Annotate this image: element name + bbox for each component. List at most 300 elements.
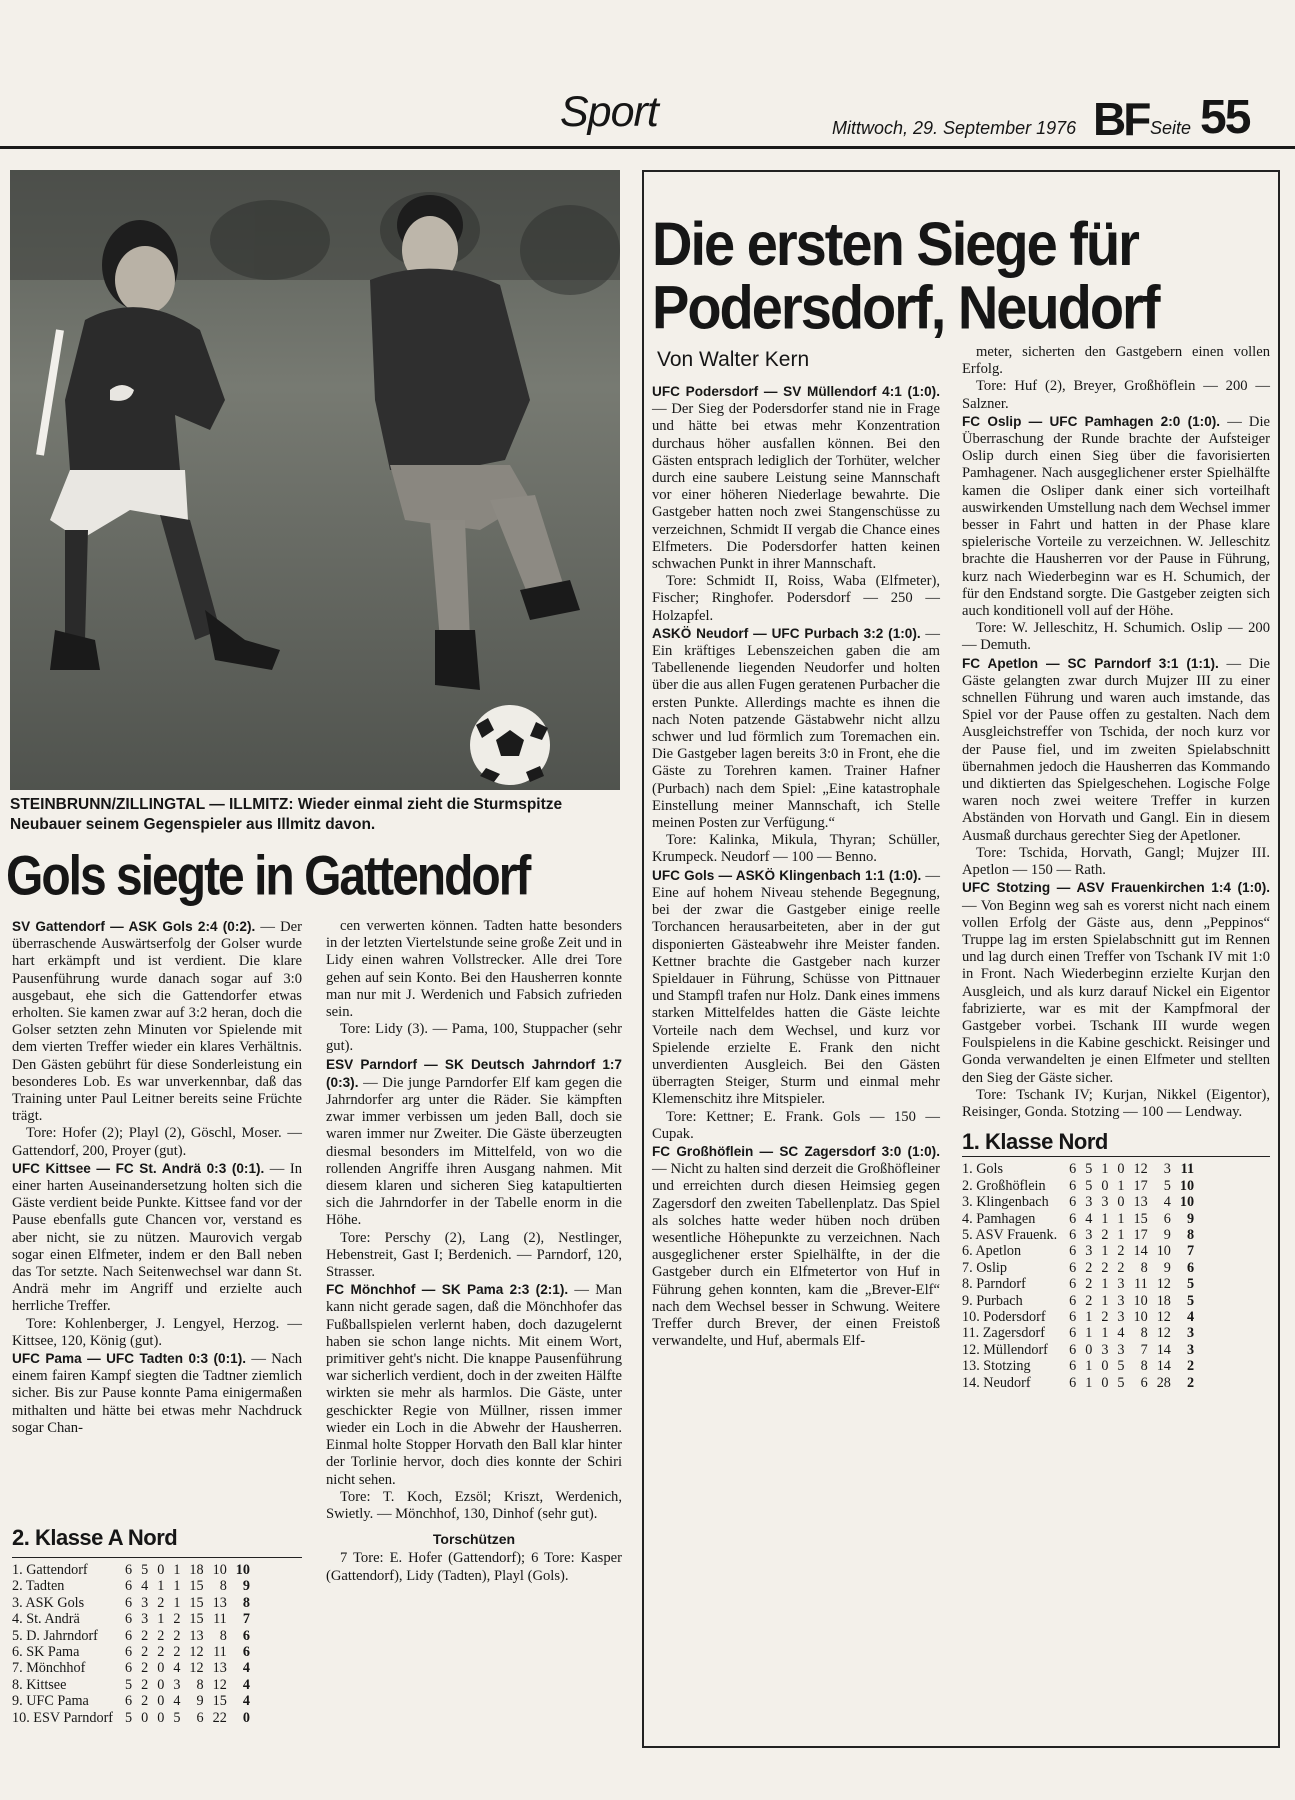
stat-value: 6: [242, 1627, 250, 1644]
paragraph-text: — Nach einem fairen Kampf siegten die Tadtner ziemlich sicher. Bis zur Pause konnte Pama einigermaßen mithalten und hätte bei etwas mehr Nachdruck sogar Chan-: [12, 1351, 303, 1436]
stat-value: 1: [1101, 1210, 1109, 1227]
stat-value: 0: [157, 1693, 165, 1710]
scorers-text: 7 Tore: E. Hofer (Gattendorf); 6 Tore: Kasper (Gattendorf), Lidy (Tadten), Playl (Gols).: [326, 1550, 622, 1584]
paragraph-text: Tore: Perschy (2), Lang (2), Nestlinger, Hebenstreit, Gast I; Berdenich. — Parndorf, 120, Strasser.: [326, 1229, 622, 1281]
stat-value: 1: [1085, 1309, 1093, 1325]
paragraph-text: — Die Gäste gelangten zwar durch Mujzer III zu einer schnellen Führung und waren auch imstande, das Spiel vor der Pause offen zu gestalten. Nach dem Ausgleichstreffer von Tschida, der noch kurz vor der Pause fiel, und im zweiten Spielabschnitt übernahmen jedoch die Hausherren das Kommando und diktierten das Spielgeschehen. Logische Folge waren noch zwei weitere Treffer in kurzen Abständen von Horvath und Gangl. Ein in diesem Ausmaß durchaus gerechter Sieg der Apetloner.: [962, 655, 1270, 844]
paragraph-text: Tore: Schmidt II, Roiss, Waba (Elfmeter), Fischer; Ringhofer. Podersdorf — 250 — Holzapfel.: [652, 573, 940, 624]
table-row: [12, 1710, 250, 1726]
page-header: [0, 0, 1295, 150]
stat-value: 1: [157, 1578, 165, 1595]
paragraph-text: Tore: W. Jelleschitz, H. Schumich. Oslip — 200 — Demuth.: [962, 620, 1270, 654]
stat-value: 4: [242, 1660, 250, 1677]
match-result: FC Mönchhof — SK Pama 2:3 (2:1).: [326, 1282, 569, 1298]
article-paragraph: [962, 344, 1270, 378]
scorers-title: Torschützen: [432, 1531, 516, 1548]
stat-value: 18: [1156, 1292, 1171, 1309]
stat-value: 2: [1186, 1374, 1195, 1391]
stat-value: 13: [189, 1627, 204, 1644]
stat-value: 0: [1117, 1161, 1125, 1178]
stat-value: 6: [1069, 1325, 1077, 1342]
stat-value: 2: [141, 1644, 149, 1661]
table-b: [962, 1161, 1194, 1391]
stat-value: 4: [242, 1676, 250, 1693]
article-paragraph: [652, 1109, 940, 1143]
stat-value: 15: [1133, 1210, 1148, 1227]
stat-value: 6: [125, 1644, 133, 1661]
match-result: UFC Gols — ASKÖ Klingenbach 1:1 (1:0).: [652, 867, 922, 883]
table-b-title: 1. Klasse Nord: [962, 1129, 1108, 1155]
stat-value: 0: [1085, 1341, 1093, 1358]
stat-value: 1: [1085, 1358, 1093, 1375]
stat-value: 1: [1101, 1243, 1109, 1260]
team-name: 8. Parndorf: [962, 1276, 1026, 1293]
left-column-2-text: [326, 918, 622, 1523]
stat-value: 5: [125, 1676, 133, 1693]
stat-value: 2: [157, 1594, 165, 1611]
table-row: [962, 1375, 1194, 1391]
stat-value: 6: [125, 1578, 133, 1595]
article-paragraph: [652, 1143, 940, 1350]
article-paragraph: [12, 1316, 302, 1350]
stat-value: 0: [157, 1562, 165, 1578]
stat-value: 12: [1156, 1276, 1171, 1293]
stat-value: 11: [213, 1644, 227, 1661]
stat-value: 2: [173, 1627, 181, 1644]
team-name: 1. Gattendorf: [12, 1562, 88, 1578]
stat-value: 13: [1133, 1194, 1148, 1211]
stat-value: 5: [1163, 1177, 1171, 1194]
paragraph-text: Tore: T. Koch, Ezsöl; Kriszt, Werdenich, Swietly. — Mönchhof, 130, Dinhof (sehr gut).: [326, 1488, 622, 1522]
match-result: UFC Stotzing — ASV Frauenkirchen 1:4 (1:0).: [962, 880, 1270, 896]
stat-value: 6: [196, 1709, 204, 1726]
stat-value: 2: [157, 1644, 165, 1661]
stat-value: 0: [157, 1709, 165, 1726]
newspaper-logo: BF: [1093, 93, 1149, 145]
stat-value: 5: [1085, 1177, 1093, 1194]
stat-value: 10: [1179, 1177, 1195, 1194]
standings-table-a: [12, 1525, 302, 1726]
stat-value: 12: [189, 1660, 204, 1677]
stat-value: 13: [212, 1660, 227, 1677]
team-name: 4. St. Andrä: [12, 1611, 80, 1628]
table-a-title: 2. Klasse A Nord: [12, 1525, 178, 1550]
stat-value: 8: [1140, 1325, 1148, 1342]
stat-value: 17: [1133, 1177, 1148, 1194]
left-article-column-1: [12, 918, 302, 1437]
match-result: FC Oslip — UFC Pamhagen 2:0 (1:0).: [962, 413, 1221, 429]
stat-value: 1: [173, 1594, 181, 1611]
stat-value: 9: [1163, 1259, 1171, 1276]
stat-value: 1: [1085, 1374, 1093, 1391]
stat-value: 2: [141, 1676, 149, 1693]
stat-value: 5: [1117, 1374, 1125, 1391]
match-result: ASKÖ Neudorf — UFC Purbach 3:2 (1:0).: [652, 625, 921, 641]
paragraph-text: — Die Überraschung der Runde brachte der Aufsteiger Oslip durch einen Sieg über die favorisierten Pamhagener. Nach ausgeglichener erster Spielhälfte kamen die Osliper dank einer sich vorteilhaft auswirkenden Umstellung nach dem Wechsel immer besser in Fahrt und hatten in der Phase klare spielerische Vorteile zu verzeichnen. W. Jelleschitz brachte die Hausherren vor der Pause in Führung, kurz nach Wiederbeginn war es H. Schumich, der für den Endstand sorgte. Die Gastgeber zeigten sich auch konditionell voll auf der Höhe.: [962, 413, 1270, 620]
paragraph-text: meter, sicherten den Gastgebern einen vollen Erfolg.: [962, 344, 1270, 378]
paragraph-text: — Eine auf hohem Niveau stehende Begegnung, bei der zwar die Gastgeber einige reelle Torchancen herausarbeiteten, aber in der gut disponierten Gästeabwehr ihre Meister fanden. Kettner brachte die Gastgeber nach kurzer Spieldauer in Führung, Schüsse von Pittnauer und Stampfl trafen nur Holz. Dank eines immens starken Mittelfeldes hatten die Gäste leichte Vorteile nach dem Wechsel, und kurz vor Spielende erzielte E. Frank den nicht unverdienten Ausgleich. Bei den Gästen überragten Steiger, Sturm und einmal mehr Klemenschitz ihre Mitspieler.: [652, 867, 940, 1108]
table-row: [12, 1611, 250, 1627]
match-result: UFC Pama — UFC Tadten 0:3 (0:1).: [12, 1351, 247, 1367]
stat-value: 1: [1117, 1177, 1125, 1194]
table-row: [12, 1677, 250, 1693]
stat-value: 2: [1101, 1309, 1109, 1325]
stat-value: 6: [1069, 1374, 1077, 1391]
stat-value: 15: [189, 1594, 204, 1611]
paragraph-text: — Man kann nicht gerade sagen, daß die Mönchhofer das Fußballspielen verlernt haben, doch dazugelernt haben sie schon lange nichts. Mit einem Wort, primitiver geht's nicht. Die knappe Pausenführung war sicherlich verdient, doch in der zweiten Hälfte wirkten sie mehr als harmlos. Die Gäste, unter geschickter Regie von Müllner, rissen immer wieder ein Loch in die Abwehr der Hausherren. Einmal holte Stopper Horvath den Ball klar hinter der Torlinie hervor, doch dies konnte der Schiri nicht sehen.: [326, 1282, 622, 1488]
stat-value: 3: [173, 1676, 181, 1693]
stat-value: 1: [1101, 1276, 1109, 1293]
match-result: UFC Podersdorf — SV Müllendorf 4:1 (1:0).: [652, 384, 940, 399]
football: [470, 705, 550, 785]
stat-value: 9: [196, 1693, 204, 1710]
table-row: [962, 1161, 1194, 1177]
stat-value: 5: [1186, 1292, 1195, 1309]
stat-value: 4: [141, 1578, 149, 1595]
stat-value: 6: [1163, 1210, 1171, 1227]
right-headline: [652, 208, 1272, 342]
stat-value: 4: [1117, 1325, 1125, 1342]
article-paragraph: [652, 383, 940, 573]
stat-value: 10: [212, 1562, 227, 1578]
team-name: 8. Kittsee: [12, 1676, 67, 1693]
stat-value: 7: [1186, 1243, 1195, 1260]
table-row: [962, 1342, 1194, 1358]
table-row: [12, 1660, 250, 1676]
paragraph-text: Tore: Kohlenberger, J. Lengyel, Herzog. — Kittsee, 120, König (gut).: [12, 1315, 302, 1349]
stat-value: 10: [1156, 1243, 1171, 1260]
table-row: [12, 1693, 250, 1709]
paragraph-text: Tore: Lidy (3). — Pama, 100, Stuppacher (sehr gut).: [326, 1021, 622, 1055]
stat-value: 6: [125, 1611, 133, 1628]
table-row: [962, 1260, 1194, 1276]
stat-value: 11: [1134, 1276, 1148, 1293]
stat-value: 2: [1101, 1226, 1109, 1243]
paragraph-text: — Der überraschende Auswärtserfolg der Golser wurde hart erkämpft und ist verdient. Die klare Pausenführung wurde danach sogar auf 3:0 ausgebaut, ehe sich die Gattendorfer etwas erholten. Sie kamen zwar auf 3:2 heran, doch die Golser setzten zehn Minuten vor Spielende mit dem vierten Treffer wieder ein klares Verhältnis. Den Gästen gebührt für diese Sonderleistung ein besonderes Lob. Es war unverkennbar, daß das Training unter Paul Leitner bereits seine Früchte trägt.: [12, 919, 302, 1125]
article-paragraph: [326, 1021, 622, 1055]
table-row: [12, 1562, 250, 1578]
stat-value: 6: [1069, 1341, 1077, 1358]
stat-value: 6: [125, 1627, 133, 1644]
stat-value: 4: [1163, 1194, 1171, 1211]
right-headline-line-2: Podersdorf, Neudorf: [652, 272, 1159, 342]
paragraph-text: Tore: Kettner; E. Frank. Gols — 150 — Cupak.: [652, 1108, 940, 1142]
right-column-2-text: [962, 344, 1270, 1121]
table-row: [12, 1644, 250, 1660]
team-name: 4. Pamhagen: [962, 1210, 1036, 1227]
stat-value: 7: [242, 1611, 250, 1628]
article-paragraph: [12, 1125, 302, 1159]
article-paragraph: [962, 655, 1270, 845]
stat-value: 2: [1101, 1259, 1109, 1276]
stat-value: 7: [1140, 1341, 1148, 1358]
table-row: [962, 1276, 1194, 1292]
stat-value: 3: [1186, 1341, 1195, 1358]
stat-value: 10: [235, 1562, 250, 1578]
stat-value: 1: [1101, 1325, 1109, 1342]
stat-value: 3: [1117, 1292, 1125, 1309]
stat-value: 10: [1179, 1194, 1195, 1211]
team-name: 1. Gols: [962, 1161, 1003, 1178]
stat-value: 14: [1156, 1341, 1171, 1358]
stat-value: 2: [173, 1644, 181, 1661]
table-row: [962, 1309, 1194, 1325]
stat-value: 2: [1186, 1358, 1195, 1375]
stat-value: 5: [141, 1562, 149, 1578]
article-paragraph: [652, 832, 940, 866]
paragraph-text: Tore: Kalinka, Mikula, Thyran; Schüller, Krumpeck. Neudorf — 100 — Benno.: [652, 832, 940, 866]
team-name: 9. Purbach: [962, 1292, 1023, 1309]
team-name: 2. Großhöflein: [962, 1177, 1046, 1194]
paragraph-text: Tore: Huf (2), Breyer, Großhöflein — 200 — Salzner.: [962, 378, 1270, 412]
stat-value: 2: [173, 1611, 181, 1628]
table-row: [12, 1578, 250, 1594]
table-row: [962, 1178, 1194, 1194]
right-article-column-1: [652, 383, 940, 1350]
stat-value: 3: [1117, 1309, 1125, 1325]
stat-value: 1: [173, 1562, 181, 1578]
stat-value: 8: [1140, 1259, 1148, 1276]
match-result: UFC Kittsee — FC St. Andrä 0:3 (0:1).: [12, 1160, 265, 1176]
stat-value: 0: [157, 1660, 165, 1677]
stat-value: 6: [125, 1594, 133, 1611]
stat-value: 2: [141, 1693, 149, 1710]
stat-value: 15: [212, 1693, 227, 1710]
article-paragraph: [326, 1056, 622, 1230]
article-paragraph: [652, 573, 940, 625]
stat-value: 3: [1117, 1276, 1125, 1293]
team-name: 2. Tadten: [12, 1578, 65, 1595]
team-name: 7. Oslip: [962, 1259, 1007, 1276]
stat-value: 5: [125, 1709, 133, 1726]
stat-value: 22: [212, 1709, 227, 1726]
stat-value: 8: [219, 1578, 227, 1595]
stat-value: 4: [1186, 1309, 1195, 1325]
team-name: 3. Klingenbach: [962, 1194, 1049, 1211]
stat-value: 10: [1133, 1292, 1148, 1309]
article-paragraph: [962, 879, 1270, 1086]
team-name: 9. UFC Pama: [12, 1693, 89, 1710]
stat-value: 17: [1133, 1226, 1148, 1243]
article-paragraph: [326, 1230, 622, 1282]
table-row: [962, 1293, 1194, 1309]
section-title: Sport: [560, 88, 658, 136]
paragraph-text: — Von Beginn weg sah es vorerst nicht nach einem vollen Erfolg der Gäste aus, denn „Peppinos“ Truppe lag im ersten Spielabschnitt gut im Rennen und lag durch einen Treffer von Tschank IV mit 1:0 in Front. Nach Wiederbeginn erzielte Kurjan den Ausgleich, und als kurz darauf Nickel ein Eigentor fabrizierte, war es mit der Kampfmoral der Gastgeber vorbei. Tschank III wurde wegen Foulspielens in die Kabine geschickt. Reisinger und Gonda verwandelten je einen Elfmeter und stellten den Sieg der Gäste sicher.: [962, 897, 1270, 1086]
table-row: [12, 1595, 250, 1611]
stat-value: 0: [1101, 1358, 1109, 1375]
stat-value: 1: [1101, 1292, 1109, 1309]
article-paragraph: [12, 1160, 302, 1316]
stat-value: 9: [1186, 1210, 1195, 1227]
stat-value: 11: [213, 1611, 227, 1628]
team-name: 3. ASK Gols: [12, 1594, 85, 1611]
stat-value: 8: [196, 1676, 204, 1693]
stat-value: 6: [1069, 1309, 1077, 1325]
paragraph-text: Tore: Hofer (2); Playl (2), Göschl, Moser. — Gattendorf, 200, Proyer (gut).: [12, 1125, 302, 1159]
stat-value: 8: [1140, 1358, 1148, 1375]
table-a-rule: [12, 1557, 302, 1558]
team-name: 6. Apetlon: [962, 1243, 1022, 1260]
stat-value: 2: [1085, 1276, 1093, 1293]
issue-date: Mittwoch, 29. September 1976: [832, 118, 1077, 138]
stat-value: 12: [1156, 1325, 1171, 1342]
stat-value: 8: [242, 1594, 250, 1611]
table-row: [962, 1358, 1194, 1374]
stat-value: 6: [1140, 1374, 1148, 1391]
page-label: Seite: [1150, 118, 1192, 138]
byline: Von Walter Kern: [657, 348, 810, 371]
article-paragraph: [962, 378, 1270, 412]
stat-value: 0: [1117, 1194, 1125, 1211]
stat-value: 5: [1117, 1358, 1125, 1375]
stat-value: 6: [1186, 1259, 1195, 1276]
left-headline: Gols siegte in Gattendorf: [6, 846, 530, 908]
article-paragraph: [12, 918, 302, 1125]
stat-value: 3: [1101, 1341, 1109, 1358]
stat-value: 11: [1180, 1161, 1195, 1178]
team-name: 5. ASV Frauenk.: [962, 1226, 1058, 1243]
stat-value: 14: [1156, 1358, 1171, 1375]
table-b-rule: [962, 1156, 1270, 1157]
table-row: [962, 1243, 1194, 1259]
stat-value: 6: [125, 1660, 133, 1677]
stat-value: 2: [141, 1627, 149, 1644]
stat-value: 2: [1085, 1259, 1093, 1276]
match-result: FC Großhöflein — SC Zagersdorf 3:0 (1:0).: [652, 1143, 940, 1159]
article-paragraph: [962, 1087, 1270, 1121]
team-name: 7. Mönchhof: [12, 1660, 86, 1677]
stat-value: 1: [157, 1611, 165, 1628]
stat-value: 2: [1085, 1292, 1093, 1309]
stat-value: 15: [189, 1611, 204, 1628]
stat-value: 3: [1085, 1194, 1093, 1211]
paragraph-text: — Ein kräftiges Lebenszeichen gaben die am Tabellenende liegenden Neudorfer und holten über die aus allen Fugen geratenen Purbacher die ersten Punkte. Allerdings machte es ihnen die nach Noten patzende Gästabwehr nicht allzu schwer und lud förmlich zum Toremachen ein. Die Gastgeber lagen bereits 3:0 in Front, ehe die Gäste zu Torehren kamen. Trainer Hafner (Purbach) nach dem Spiel: „Eine katastrophale Einstellung meiner Mannschaft, ich Stelle meinen Posten zur Verfügung.“: [652, 625, 940, 832]
stat-value: 6: [125, 1562, 133, 1578]
stat-value: 9: [242, 1578, 250, 1595]
stat-value: 6: [1069, 1358, 1077, 1375]
stat-value: 6: [1069, 1276, 1077, 1293]
team-name: 12. Müllendorf: [962, 1341, 1048, 1358]
match-photo: [10, 170, 620, 790]
stat-value: 2: [141, 1660, 149, 1677]
stat-value: 6: [1069, 1292, 1077, 1309]
stat-value: 28: [1156, 1374, 1171, 1391]
stat-value: 6: [1069, 1243, 1077, 1260]
table-row: [962, 1194, 1194, 1210]
stat-value: 0: [242, 1709, 250, 1726]
stat-value: 1: [173, 1578, 181, 1595]
stat-value: 8: [1186, 1226, 1195, 1243]
stat-value: 3: [1117, 1341, 1125, 1358]
stat-value: 10: [1133, 1309, 1148, 1325]
stat-value: 12: [1133, 1161, 1148, 1178]
paragraph-text: cen verwerten können. Tadten hatte besonders in der letzten Viertelstunde seine große Zeit und in Lidy einen wahren Vollstrecker. Alle drei Tore gehen auf sein Konto. Bei den Hausherren konnte man nur mit J. Werdenich und Fabsich zufrieden sein.: [326, 918, 622, 1021]
team-name: 10. ESV Parndorf: [12, 1709, 114, 1726]
article-paragraph: [326, 918, 622, 1021]
stat-value: 12: [212, 1676, 227, 1693]
photo-caption: STEINBRUNN/ZILLINGTAL — ILLMITZ: Wieder einmal zieht die Sturmspitze Neubauer seinem Gegenspieler aus Illmitz davon.: [10, 796, 563, 833]
stat-value: 3: [1163, 1161, 1171, 1178]
stat-value: 2: [157, 1627, 165, 1644]
paragraph-text: — Die junge Parndorfer Elf kam gegen die Jahrndorfer arg unter die Räder. Sie kämpften zwar immer verbissen um jeden Ball, doch sie waren immer nur Zweiter. Die Gäste überzeugten diesmal besonders im Mittelfeld, von wo die rollenden Angriffe ihren Ausgang nahmen. Mit diesem klaren und sicheren Sieg katapultierten sich die Jahrndorfer in der Tabelle enorm in die Höhe.: [326, 1074, 622, 1229]
paragraph-text: — Nicht zu halten sind derzeit die Großhöfleiner und erreichten durch diesen Heimsieg gegen Zagersdorf den zweiten Tabellenplatz. Das Spiel als solches hatte weder hüben noch drüben wesentliche Höhepunkte zu verzeichnen. Nach ausgeglichener erster Spielhälfte, in der die Gastgeber durch ein Elfmetertor von Huf in Führung gehen konnten, kam die „Brever-Elf“ nach dem Wechsel besser in Schwung. Weitere Treffer durch Brever, der einen Freistoß verwandelte, und Huf, abermals Elf-: [652, 1161, 940, 1350]
stat-value: 14: [1133, 1243, 1148, 1260]
table-row: [962, 1227, 1194, 1243]
stat-value: 4: [242, 1693, 250, 1710]
stat-value: 2: [1117, 1259, 1125, 1276]
match-result: ESV Parndorf — SK Deutsch Jahrndorf 1:7 (0:3).: [326, 1056, 622, 1090]
stat-value: 6: [1069, 1259, 1077, 1276]
stat-value: 5: [1085, 1161, 1093, 1178]
stat-value: 4: [173, 1693, 181, 1710]
stat-value: 1: [1117, 1210, 1125, 1227]
right-headline-line-1: Die ersten Siege für: [652, 208, 1138, 278]
stat-value: 3: [141, 1611, 149, 1628]
stat-value: 6: [1069, 1194, 1077, 1211]
stat-value: 3: [1186, 1325, 1195, 1342]
paragraph-text: Tore: Tschida, Horvath, Gangl; Mujzer III. Apetlon — 150 — Rath.: [962, 844, 1270, 879]
team-name: 5. D. Jahrndorf: [12, 1627, 98, 1644]
stat-value: 3: [1085, 1226, 1093, 1243]
stat-value: 1: [1101, 1161, 1109, 1178]
stat-value: 5: [1186, 1276, 1195, 1293]
stat-value: 4: [173, 1660, 181, 1677]
article-paragraph: [326, 1281, 622, 1488]
stat-value: 4: [1085, 1210, 1093, 1227]
stat-value: 3: [1101, 1194, 1109, 1211]
article-paragraph: [652, 625, 940, 832]
stat-value: 0: [1101, 1374, 1109, 1391]
page-number: 55: [1200, 91, 1250, 144]
article-paragraph: [962, 413, 1270, 620]
stat-value: 6: [1069, 1161, 1077, 1178]
stat-value: 8: [219, 1627, 227, 1644]
stat-value: 6: [1069, 1210, 1077, 1227]
article-paragraph: [652, 867, 940, 1109]
article-paragraph: [962, 620, 1270, 654]
stat-value: 6: [242, 1644, 250, 1661]
stat-value: 0: [157, 1676, 165, 1693]
stat-value: 15: [189, 1578, 204, 1595]
team-name: 13. Stotzing: [962, 1358, 1031, 1375]
stat-value: 6: [1069, 1177, 1077, 1194]
table-a: [12, 1562, 250, 1726]
stat-value: 12: [1156, 1309, 1171, 1325]
paragraph-text: Tore: Tschank IV; Kurjan, Nikkel (Eigentor), Reisinger, Gonda. Stotzing — 100 — Lendway.: [962, 1086, 1270, 1120]
paragraph-text: — Der Sieg der Podersdorfer stand nie in Frage und hätte bei etwas mehr Konzentration durchaus höher ausfallen können. Bei den Gästen entsprach lediglich der Torhüter, welcher durch eine saubere Leistung seine Mannschaft vor einer höheren Niederlage bewahrte. Die Gastgeber hatten noch zwei Stangenschüsse zu verzeichnen, Schmidt II vergab die Chance eines Elfmeters. Die Podersdorfer hatten keinen schwachen Punkt in ihrer Mannschaft.: [652, 401, 940, 573]
team-name: 10. Podersdorf: [962, 1309, 1046, 1325]
stat-value: 3: [1085, 1243, 1093, 1260]
stat-value: 5: [173, 1709, 181, 1726]
stat-value: 2: [1117, 1243, 1125, 1260]
stat-value: 1: [1085, 1325, 1093, 1342]
left-article-column-2: [326, 918, 622, 1585]
table-row: [12, 1628, 250, 1644]
stat-value: 0: [141, 1709, 149, 1726]
stat-value: 1: [1117, 1226, 1125, 1243]
article-paragraph: [962, 845, 1270, 879]
team-name: 14. Neudorf: [962, 1374, 1031, 1391]
right-article-column-2: [962, 344, 1270, 1391]
stat-value: 12: [189, 1644, 204, 1661]
match-result: FC Apetlon — SC Parndorf 3:1 (1:1).: [962, 655, 1219, 671]
article-paragraph: [326, 1489, 622, 1523]
table-row: [962, 1211, 1194, 1227]
table-row: [962, 1325, 1194, 1341]
match-result: SV Gattendorf — ASK Gols 2:4 (0:2).: [12, 919, 256, 934]
stat-value: 9: [1163, 1226, 1171, 1243]
header-rule: [0, 146, 1295, 149]
